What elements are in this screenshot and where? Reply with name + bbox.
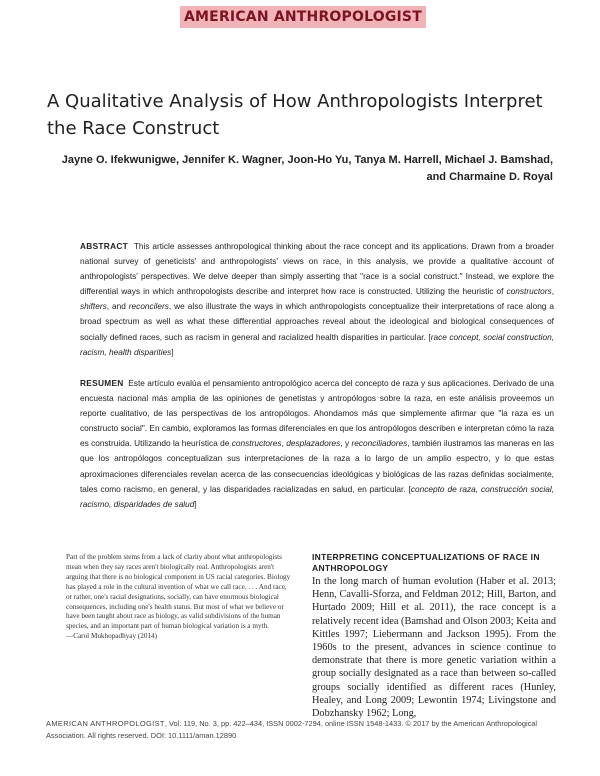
footer-journal: AMERICAN ANTHROPOLOGIST [46,719,165,728]
journal-banner: AMERICAN ANTHROPOLOGIST [180,6,426,28]
abstract-term-reconcilers: reconcilers [128,301,169,312]
section-heading: INTERPRETING CONCEPTUALIZATIONS OF RACE IN ANTHROPOLOGY [312,552,540,573]
article-title: A Qualitative Analysis of How Anthropologists Interpret the Race Construct [47,91,543,139]
abstract-label: ABSTRACT [80,241,129,251]
resumen-separator: , [281,438,287,449]
page-footer [46,718,556,743]
body-paragraph: In the long march of human evolution (Haber et al. 2013; Henn, Cavalli-Sforza, and Feldman 2012; Hill, Barton, and Hurtado 2009; Hill et al. 2011), the race concept is a relatively recent idea (Bamshad and Olson 2003; Keita and Kittles 1997; Liebermann and Jackson 1995). From the 1960s to the present, advances in science continue to demonstrate that there is more genetic variation within a group socially designated as a race than between so-called groups socially identified as different races (Hunley, Healey, and Long 2009; Lewontin 1974; Livingstone and Dobzhansky 1962; Long, [312,576,556,720]
resumen-term-reconciliadores: reconciliadores [351,438,408,449]
abstract-bracket: ] [171,346,174,357]
abstract-keywords: race concept, social construction, racism, health disparities [80,331,554,357]
abstract-term-shifters: shifters [80,301,107,312]
authors-line-1: Jayne O. Ifekwunigwe, Jennifer K. Wagner, Joon-Ho Yu, Tanya M. Harrell, Michael J. Bamshad, [61,154,553,166]
abstract-spanish [80,376,554,512]
epigraph [66,553,292,642]
resumen-label: RESUMEN [80,378,124,388]
abstract-english [80,239,554,360]
epigraph-quote: Part of the problem stems from a lack of clarity about what anthropologists mean when they say races aren't biologically real. Anthropologists aren't arguing that there is no biological component in US racial categories. Biology has played a role in the cultural invention of what we call race. . . . And race, or rather, one's racial designations, socially, can have enormous biological consequences, including one's health status. But most of what we believe or have been taught about race as biology, as valid subdivisions of the human species, and an important part of human biological variation is a myth. [66,553,291,631]
epigraph-attribution: —Carol Mukhopadhyay (2014) [66,632,158,641]
abstract-separator: , and [106,301,129,312]
abstract-text-2: , we also illustrate the ways in which anthropologists conceptualize their interpretations of race along a broad spectrum as well as what these differential approaches reveal about the ideological and biological consequences of socially defined races, such as racism in general and racialized health disparities in particular. [ [80,301,554,342]
footer-citation: , Vol. 119, No. 3, pp. 422–434, ISSN 0002-7294, online ISSN 1548-1433. © 2017 by the American Anthropological Association. All rights reserved. DOI: 10.1111/aman.12890 [46,719,538,741]
abstract-text-1: This article assesses anthropological thinking about the race concept and its applications. Drawn from a broader national survey of geneticists' and anthropologists' views on race, in this analysis, we provide a qualitative account of anthropologists' perspectives. We delve deeper than simply asserting that "race is a social construct." Instead, we explore the differential ways in which anthropologists describe and interpret how race is constructed. Utilizing the heuristic of [80,241,554,297]
author-list [40,152,553,186]
resumen-text-2: , también ilustramos las maneras en las que los antropólogos conceptualizan sus interpretaciones de la raza a lo largo de un amplio espectro, y lo que estas aproximaciones diferenciales revelan acerca de las consecuencias ideológicas y biológicas de las razas definidas socialmente, tales como racismo, en general, y las disparidades racializadas en salud, en particular. [ [80,438,554,494]
resumen-keywords: concepto de raza, construcción social, racismo, disparidades de salud [80,483,554,509]
resumen-term-desplazadores: desplazadores [286,438,341,449]
authors-line-2: and Charmaine D. Royal [426,171,553,183]
resumen-term-constructores: constructores [231,438,282,449]
resumen-bracket: ] [194,498,197,509]
resumen-text-1: Este artículo evalúa el pensamiento antropológico acerca del concepto de raza y sus aplicaciones. Derivado de una encuesta nacional más amplia de las opiniones de genetistas y antropólogos sobre la raza, en este análisis proveemos un reporte cualitativo, de las perspectivas de los antropólogos. Ahondamos más que simplemente afirmar que "la raza es un constructo social". En cambio, exploramos las formas diferenciales en que los antropólogos describen e interpretan cómo la raza es construida. Utilizando la heurística de [80,378,554,449]
abstract-separator: , [551,286,554,297]
abstract-term-constructors: constructors [506,286,552,297]
resumen-separator: , y [340,438,352,449]
